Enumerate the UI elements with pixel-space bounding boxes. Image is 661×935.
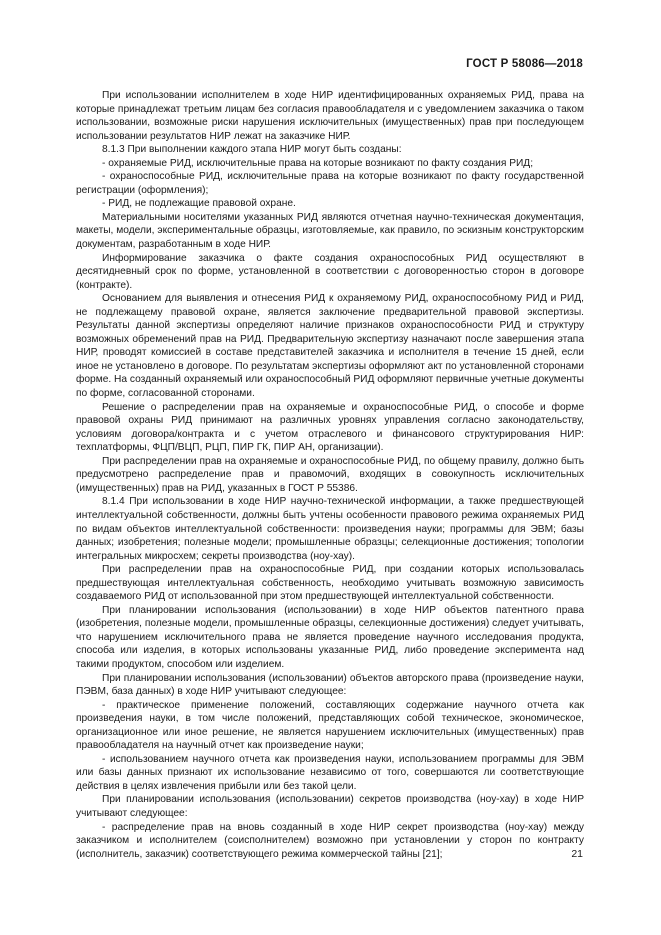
paragraph: Основанием для выявления и отнесения РИД к охраняемому РИД, охраноспособному РИД и РИД, не подлежащему правовой охране, является заключение предварительной правовой экспертизы. Результаты данной экспертизы определяют наличие признаков охраноспособности РИД и структуру возможных обременений прав на РИД. Предварительную экспертизу назначают после завершения этапа НИР, проводят комиссией в составе представителей заказчика и исполнителя в течение 15 дней, если иное не установлено в договоре. По результатам экспертизы оформляют акт по установленной сторонами форме. На созданный охраняемый или охраноспособный РИД оформляют первичные учетные документы по форме, согласованной сторонами. <box>76 293 584 400</box>
paragraph: При планировании использования (использовании) объектов авторского права (произведение науки, ПЭВМ, база данных) в ходе НИР учитывают следующее: <box>76 672 584 698</box>
paragraph: - охраняемые РИД, исключительные права на которые возникают по факту создания РИД; <box>102 157 534 169</box>
paragraph: При распределении прав на охраняемые и охраноспособные РИД, по общему правилу, должно быть предусмотрено распределение прав и правомочий, входящих в совокупность исключительных (имущественных) прав на РИД, указанных в ГОСТ Р 55386. <box>76 455 584 494</box>
paragraph: - РИД, не подлежащие правовой охране. <box>102 198 296 210</box>
page-number: 21 <box>571 848 583 860</box>
paragraph: - распределение прав на вновь созданный в ходе НИР секрет производства (ноу-хау) между заказчиком и исполнителем (соисполнителем) возможно при установлении у сторон по контракту (исполнитель, заказчик) соответствующего режима коммерческой тайны [21]; <box>76 821 584 860</box>
paragraph: Решение о распределении прав на охраняемые и охраноспособные РИД, о способе и форме правовой охраны РИД принимают на различных уровнях управления согласно законодательству, условиям договора/контракта и с учетом отраслевого и финансового структурирования НИР: техплатформы, ФЦП/ВЦП, РЦП, ПИР ГК, ПИР АН, организации). <box>76 401 584 454</box>
paragraph: 8.1.3 При выполнении каждого этапа НИР могут быть созданы: <box>102 144 402 156</box>
paragraph: При планировании использования (использовании) секретов производства (ноу-хау) в ходе НИР учитывают следующее: <box>76 794 584 819</box>
paragraph: - практическое применение положений, составляющих содержание научного отчета как произведения науки, в том числе положений, представляющих собой техническое, экономическое, организационное или иное решение, не является нарушением исключительных (имущественных) прав правообладателя на научный отчет как произведение науки; <box>76 699 584 752</box>
paragraph: При использовании исполнителем в ходе НИР идентифицированных охраняемых РИД, права на которые принадлежат третьим лицам без согласия правообладателя и с уведомлением заказчика о таком использовании, возможные риски нарушения исключительных (имущественных) прав при последующем использовании результатов НИР лежат на заказчике НИР. <box>76 90 584 142</box>
paragraph: При планировании использования (использовании) в ходе НИР объектов патентного права (изобретения, полезные модели, промышленные образцы, селекционные достижения) следует учитывать, что нарушением исключительного права не является проведение научного исследования продукта, способа или изделия, в которых использованы указанные РИД, либо проведение эксперимента над такими продуктом, способом или изделием. <box>76 604 584 670</box>
paragraph: Материальными носителями указанных РИД являются отчетная научно-техническая документация, макеты, модели, экспериментальные образцы, изготовляемые, как правило, по эскизным конструкторским документам, разработанным в ходе НИР. <box>76 211 584 251</box>
paragraph: - использованием научного отчета как произведения науки, использованием программы для ЭВМ или базы данных признают их использование независимо от того, совершаются ли соответствующие действия в целях извлечения прибыли или без такой цели. <box>76 753 584 792</box>
standard-designation: ГОСТ Р 58086—2018 <box>466 58 583 70</box>
paragraph: При распределении прав на охраноспособные РИД, при создании которых использовалась предшествующая интеллектуальная собственность, необходимо учитывать возможную зависимость создаваемого РИД от использованной при этом предшествующей интеллектуальной собственности. <box>76 564 584 603</box>
paragraph: - охраноспособные РИД, исключительные права на которые возникают по факту государственной регистрации (оформления); <box>76 171 584 196</box>
paragraph: Информирование заказчика о факте создания охраноспособных РИД осуществляют в десятидневный срок по форме, установленной в соответствии с договоренностью сторон в договоре (контракте). <box>76 252 584 291</box>
document-body <box>76 89 584 861</box>
paragraph: 8.1.4 При использовании в ходе НИР научно-технической информации, а также предшествующей интеллектуальной собственности, должны быть учтены особенности правового режима охраняемых РИД по видам объектов интеллектуальной собственности: произведения науки; программы для ЭВМ; базы данных; изобретения; полезные модели; промышленные образцы; селекционные достижения; топологии интегральных микросхем; секреты производства (ноу-хау). <box>76 496 584 562</box>
